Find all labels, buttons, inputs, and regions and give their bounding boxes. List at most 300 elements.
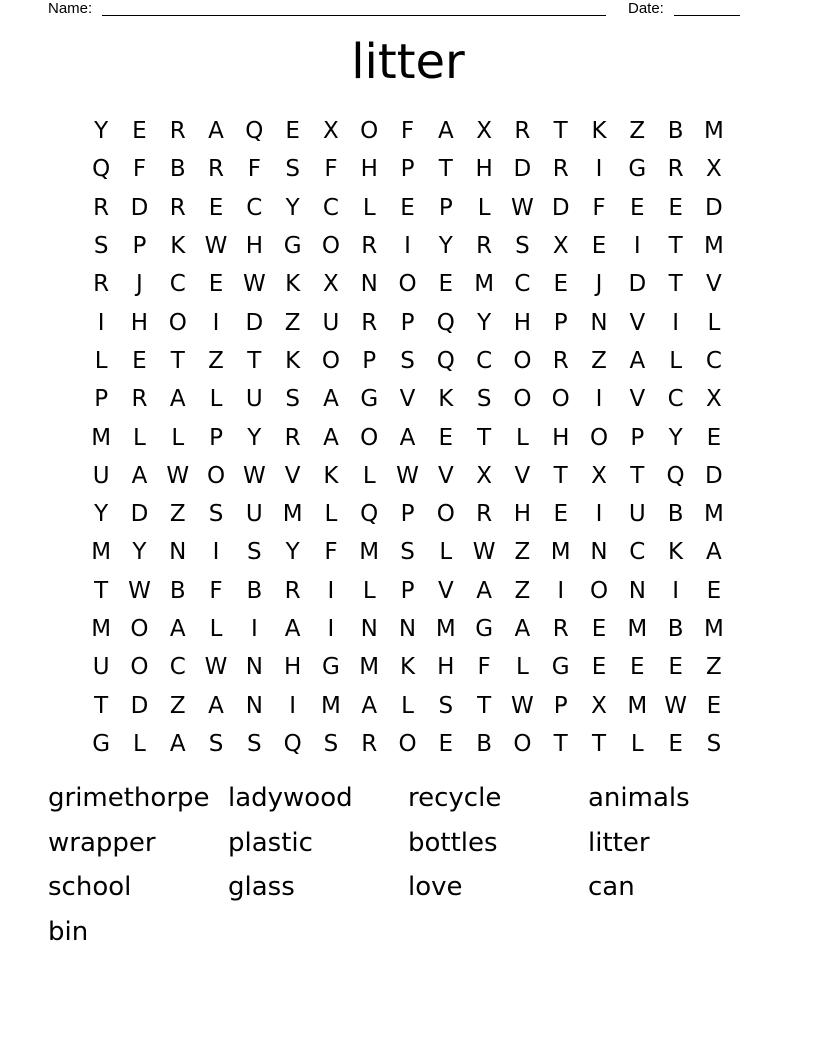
grid-cell: D (705, 462, 723, 489)
grid-cell: X (552, 233, 569, 260)
grid-cell: G (475, 616, 494, 642)
grid-cell: V (437, 462, 454, 489)
word-list-item: litter (588, 827, 650, 858)
grid-cell: M (627, 692, 648, 719)
grid-cell: B (169, 577, 186, 604)
grid-cell: A (208, 118, 224, 145)
grid-cell: M (321, 692, 341, 719)
grid-cell: L (133, 424, 146, 451)
grid-cell: O (168, 309, 187, 336)
grid-cell: N (398, 616, 417, 642)
grid-cell: V (514, 462, 531, 489)
grid-cell: Q (283, 730, 302, 757)
grid-cell: H (437, 654, 455, 681)
grid-cell: Y (132, 539, 147, 566)
grid-cell: O (360, 118, 379, 145)
grid-cell: A (131, 462, 148, 489)
grid-cell: M (359, 539, 380, 566)
grid-cell: I (404, 233, 411, 260)
grid-cell: U (628, 501, 646, 528)
grid-cell: B (667, 616, 684, 642)
grid-cell: Y (94, 118, 109, 145)
grid-cell: M (550, 539, 571, 566)
grid-cell: Y (477, 309, 492, 336)
grid-cell: I (289, 692, 297, 719)
word-list-item: animals (588, 783, 690, 813)
grid-cell: W (166, 462, 190, 489)
grid-cell: E (208, 194, 224, 221)
grid-cell: T (553, 118, 568, 145)
grid-cell: M (627, 616, 648, 642)
grid-cell: U (92, 654, 110, 681)
grid-cell: U (245, 501, 263, 528)
grid-cell: H (513, 309, 532, 336)
grid-cell: P (94, 386, 109, 413)
grid-cell: L (133, 730, 146, 757)
grid-cell: K (323, 462, 339, 489)
grid-cell: Y (285, 539, 300, 566)
grid-cell: D (130, 692, 149, 719)
grid-cell: H (360, 156, 378, 183)
grid-cell: X (323, 118, 339, 145)
grid-cell: H (552, 424, 570, 451)
grid-cell: N (360, 271, 378, 298)
grid-cell: Q (245, 118, 264, 145)
grid-cell: A (476, 577, 492, 604)
grid-cell: L (669, 347, 683, 374)
letter-grid (82, 112, 733, 763)
grid-cell: T (630, 462, 645, 489)
word-list-item: school (48, 872, 132, 902)
grid-cell: R (552, 156, 569, 183)
grid-cell: W (204, 233, 228, 260)
grid-cell: K (170, 233, 186, 260)
grid-cell: E (668, 730, 683, 757)
grid-cell: J (595, 271, 603, 298)
grid-cell: Q (436, 309, 455, 336)
grid-cell: E (438, 271, 454, 298)
grid-cell: L (401, 692, 414, 719)
date-label: Date: (628, 0, 664, 17)
grid-cell: S (706, 730, 722, 757)
grid-cell: X (476, 462, 492, 489)
grid-cell: M (474, 271, 495, 298)
grid-cell: I (557, 577, 565, 604)
grid-cell: L (707, 309, 721, 336)
grid-cell: B (476, 730, 492, 757)
grid-cell: H (513, 501, 532, 528)
grid-cell: O (589, 424, 609, 451)
grid-cell: H (475, 156, 493, 183)
grid-cell: F (209, 577, 223, 604)
grid-cell: G (360, 386, 379, 413)
grid-cell: I (212, 309, 220, 336)
grid-cell: N (590, 309, 608, 336)
grid-cell: T (668, 271, 683, 298)
grid-cell: R (361, 309, 378, 336)
grid-cell: X (706, 156, 722, 183)
grid-cell: X (323, 271, 339, 298)
grid-cell: L (516, 424, 529, 451)
grid-cell: M (435, 616, 456, 642)
grid-cell: A (399, 424, 416, 451)
grid-cell: E (630, 194, 645, 221)
grid-cell: K (668, 539, 684, 566)
word-list-item: bottles (408, 827, 498, 858)
grid-cell: E (706, 424, 722, 451)
grid-cell: S (476, 386, 492, 413)
grid-cell: T (94, 692, 109, 719)
grid-cell: E (668, 654, 683, 681)
grid-cell: B (667, 501, 684, 528)
grid-cell: Y (94, 501, 109, 528)
grid-cell: O (513, 347, 532, 374)
grid-cell: S (93, 233, 109, 260)
grid-cell: A (284, 616, 301, 642)
grid-cell: R (169, 194, 186, 221)
grid-cell: I (595, 156, 603, 183)
grid-cell: I (672, 309, 679, 336)
grid-cell: I (595, 501, 603, 528)
grid-cell: L (209, 386, 223, 413)
grid-cell: F (477, 654, 491, 681)
grid-cell: A (437, 118, 454, 145)
grid-cell: K (438, 386, 454, 413)
grid-cell: L (630, 730, 644, 757)
grid-cell: O (589, 577, 609, 604)
grid-cell: O (206, 462, 226, 489)
grid-cell: H (245, 233, 263, 260)
word-list-item: love (408, 872, 463, 902)
grid-cell: Y (668, 424, 683, 451)
grid-cell: E (285, 118, 300, 145)
grid-cell: O (321, 233, 340, 260)
word-list-item: ladywood (228, 783, 353, 813)
grid-cell: A (706, 539, 722, 566)
grid-cell: T (94, 577, 109, 604)
grid-cell: C (169, 654, 186, 681)
grid-cell: W (396, 462, 419, 489)
grid-cell: I (595, 386, 603, 413)
grid-cell: W (204, 654, 228, 681)
grid-cell: G (551, 654, 570, 681)
grid-cell: Y (285, 194, 300, 221)
grid-cell: R (284, 424, 301, 451)
grid-cell: E (630, 654, 645, 681)
grid-cell: H (283, 654, 302, 681)
grid-cell: D (551, 194, 570, 221)
grid-cell: L (362, 194, 376, 221)
grid-cell: I (633, 233, 641, 260)
grid-cell: R (361, 233, 378, 260)
grid-cell: Z (629, 118, 646, 145)
grid-cell: M (703, 501, 724, 528)
grid-cell: D (628, 271, 647, 298)
grid-cell: E (400, 194, 415, 221)
grid-cell: S (515, 233, 530, 260)
grid-cell: D (245, 309, 264, 336)
grid-cell: A (514, 616, 531, 642)
grid-cell: C (246, 194, 263, 221)
grid-cell: T (553, 730, 568, 757)
grid-cell: W (511, 692, 534, 719)
grid-cell: D (130, 501, 149, 528)
grid-cell: M (91, 424, 112, 451)
grid-cell: P (132, 233, 147, 260)
grid-cell: S (208, 730, 224, 757)
grid-cell: F (324, 156, 338, 183)
grid-cell: F (132, 156, 147, 183)
grid-cell: C (476, 347, 493, 374)
grid-cell: U (92, 462, 110, 489)
grid-cell: M (703, 118, 724, 145)
grid-cell: R (667, 156, 684, 183)
grid-cell: T (591, 730, 607, 757)
grid-cell: O (130, 654, 149, 681)
grid-cell: T (170, 347, 185, 374)
grid-cell: Q (436, 347, 455, 374)
grid-cell: K (591, 118, 607, 145)
grid-cell: P (209, 424, 223, 451)
grid-cell: L (477, 194, 491, 221)
grid-cell: C (705, 347, 722, 374)
grid-cell: O (321, 347, 340, 374)
grid-cell: F (324, 539, 338, 566)
grid-cell: Z (706, 654, 722, 681)
grid-cell: S (247, 539, 262, 566)
grid-cell: K (285, 271, 301, 298)
header-line (48, 0, 748, 20)
grid-cell: M (703, 233, 724, 260)
grid-cell: A (323, 424, 339, 451)
grid-cell: C (322, 194, 339, 221)
grid-cell: R (208, 156, 225, 183)
word-list-item: bin (48, 916, 89, 947)
grid-cell: Z (514, 577, 531, 604)
grid-cell: M (359, 654, 380, 681)
grid-cell: E (553, 501, 568, 528)
grid-cell: O (551, 386, 570, 413)
grid-cell: A (169, 386, 186, 413)
grid-cell: V (399, 386, 416, 413)
grid-cell: I (97, 309, 105, 336)
grid-cell: S (323, 730, 339, 757)
grid-cell: N (590, 539, 608, 566)
grid-cell: T (668, 233, 683, 260)
grid-cell: C (514, 271, 531, 298)
grid-cell: D (513, 156, 532, 183)
grid-cell: L (362, 577, 376, 604)
grid-cell: Z (514, 539, 531, 566)
grid-cell: C (169, 271, 186, 298)
grid-cell: P (400, 501, 415, 528)
grid-cell: W (128, 577, 151, 604)
grid-cell: E (668, 194, 683, 221)
grid-cell: L (324, 501, 338, 528)
grid-cell: Z (169, 501, 186, 528)
grid-cell: E (591, 616, 607, 642)
grid-cell: A (169, 616, 186, 642)
grid-cell: O (513, 386, 532, 413)
grid-cell: E (438, 424, 454, 451)
grid-cell: M (91, 616, 112, 642)
grid-cell: O (398, 730, 417, 757)
grid-cell: O (130, 616, 149, 642)
grid-cell: T (477, 692, 492, 719)
grid-cell: D (130, 194, 149, 221)
grid-cell: G (92, 730, 111, 757)
grid-cell: R (284, 577, 301, 604)
grid-cell: A (629, 347, 646, 374)
grid-cell: S (438, 692, 454, 719)
grid-cell: R (361, 730, 378, 757)
grid-cell: E (706, 577, 722, 604)
grid-cell: F (400, 118, 415, 145)
grid-cell: O (398, 271, 417, 298)
grid-cell: K (285, 347, 301, 374)
grid-cell: R (476, 233, 493, 260)
grid-cell: Y (438, 233, 453, 260)
grid-cell: S (400, 347, 415, 374)
grid-cell: A (208, 692, 224, 719)
grid-cell: I (327, 577, 335, 604)
grid-cell: V (437, 577, 454, 604)
grid-cell: E (553, 271, 568, 298)
grid-cell: S (285, 156, 300, 183)
grid-cell: E (132, 347, 147, 374)
grid-cell: Q (666, 462, 685, 489)
grid-cell: H (130, 309, 149, 336)
grid-cell: O (360, 424, 379, 451)
grid-cell: T (553, 462, 568, 489)
grid-cell: E (208, 271, 224, 298)
grid-cell: V (706, 271, 722, 298)
grid-cell: N (245, 692, 263, 719)
grid-cell: P (400, 577, 415, 604)
grid-cell: E (132, 118, 147, 145)
grid-cell: W (242, 271, 266, 298)
grid-cell: P (362, 347, 377, 374)
grid-cell: Z (169, 692, 186, 719)
grid-cell: B (246, 577, 263, 604)
page-title: litter (351, 34, 465, 90)
word-list-item: plastic (228, 827, 313, 858)
grid-cell: Y (247, 424, 262, 451)
grid-cell: L (94, 347, 108, 374)
grid-cell: F (247, 156, 261, 183)
grid-cell: T (477, 424, 492, 451)
grid-cell: R (552, 347, 569, 374)
grid-cell: M (703, 616, 724, 642)
grid-cell: C (667, 386, 684, 413)
grid-cell: S (400, 539, 415, 566)
grid-cell: N (245, 654, 263, 681)
word-list-item: recycle (408, 783, 502, 813)
grid-cell: V (284, 462, 301, 489)
grid-cell: D (705, 194, 723, 221)
grid-cell: W (242, 462, 266, 489)
grid-cell: Q (92, 156, 111, 183)
grid-cell: P (630, 424, 645, 451)
grid-cell: S (208, 501, 224, 528)
grid-cell: A (169, 730, 186, 757)
grid-cell: P (400, 309, 415, 336)
grid-cell: I (327, 616, 335, 642)
grid-cell: W (511, 194, 534, 221)
grid-cell: R (93, 271, 110, 298)
grid-cell: R (169, 118, 186, 145)
grid-cell: L (439, 539, 453, 566)
grid-cell: R (514, 118, 531, 145)
grid-cell: A (361, 692, 378, 719)
grid-cell: V (629, 309, 646, 336)
grid-cell: A (323, 386, 339, 413)
grid-cell: G (322, 654, 340, 681)
grid-cell: N (628, 577, 646, 604)
grid-cell: P (553, 309, 568, 336)
grid-cell: E (591, 654, 607, 681)
grid-cell: S (247, 730, 262, 757)
grid-cell: O (436, 501, 455, 528)
grid-cell: L (516, 654, 529, 681)
grid-cell: G (628, 156, 647, 183)
date-blank-line (674, 0, 740, 16)
grid-cell: P (553, 692, 568, 719)
grid-cell: B (169, 156, 186, 183)
grid-cell: I (672, 577, 679, 604)
grid-cell: B (667, 118, 684, 145)
grid-cell: X (706, 386, 722, 413)
grid-cell: T (247, 347, 262, 374)
grid-cell: L (171, 424, 185, 451)
grid-cell: J (136, 271, 143, 298)
grid-cell: O (513, 730, 532, 757)
grid-cell: Z (284, 309, 301, 336)
grid-cell: X (591, 462, 607, 489)
grid-cell: F (592, 194, 606, 221)
grid-cell: R (476, 501, 493, 528)
word-list (48, 778, 768, 956)
grid-cell: T (438, 156, 453, 183)
grid-cell: X (476, 118, 492, 145)
grid-cell: Q (360, 501, 379, 528)
grid-cell: E (706, 692, 722, 719)
grid-cell: E (591, 233, 607, 260)
grid-cell: U (322, 309, 340, 336)
grid-cell: V (629, 386, 646, 413)
grid-cell: S (285, 386, 300, 413)
grid-cell: R (131, 386, 148, 413)
name-label: Name: (48, 0, 93, 17)
grid-cell: Z (208, 347, 224, 374)
grid-cell: X (591, 692, 607, 719)
grid-cell: Z (591, 347, 607, 374)
grid-cell: M (91, 539, 112, 566)
grid-cell: I (212, 539, 220, 566)
word-list-item: wrapper (48, 827, 156, 858)
word-list-item: can (588, 872, 635, 902)
grid-cell: R (552, 616, 569, 642)
grid-cell: W (664, 692, 687, 719)
grid-cell: L (362, 462, 376, 489)
grid-cell: N (360, 616, 378, 642)
grid-cell: C (629, 539, 646, 566)
grid-cell: L (209, 616, 223, 642)
grid-cell: E (438, 730, 454, 757)
grid-cell: N (169, 539, 187, 566)
grid-cell: I (250, 616, 258, 642)
grid-cell: G (283, 233, 302, 260)
